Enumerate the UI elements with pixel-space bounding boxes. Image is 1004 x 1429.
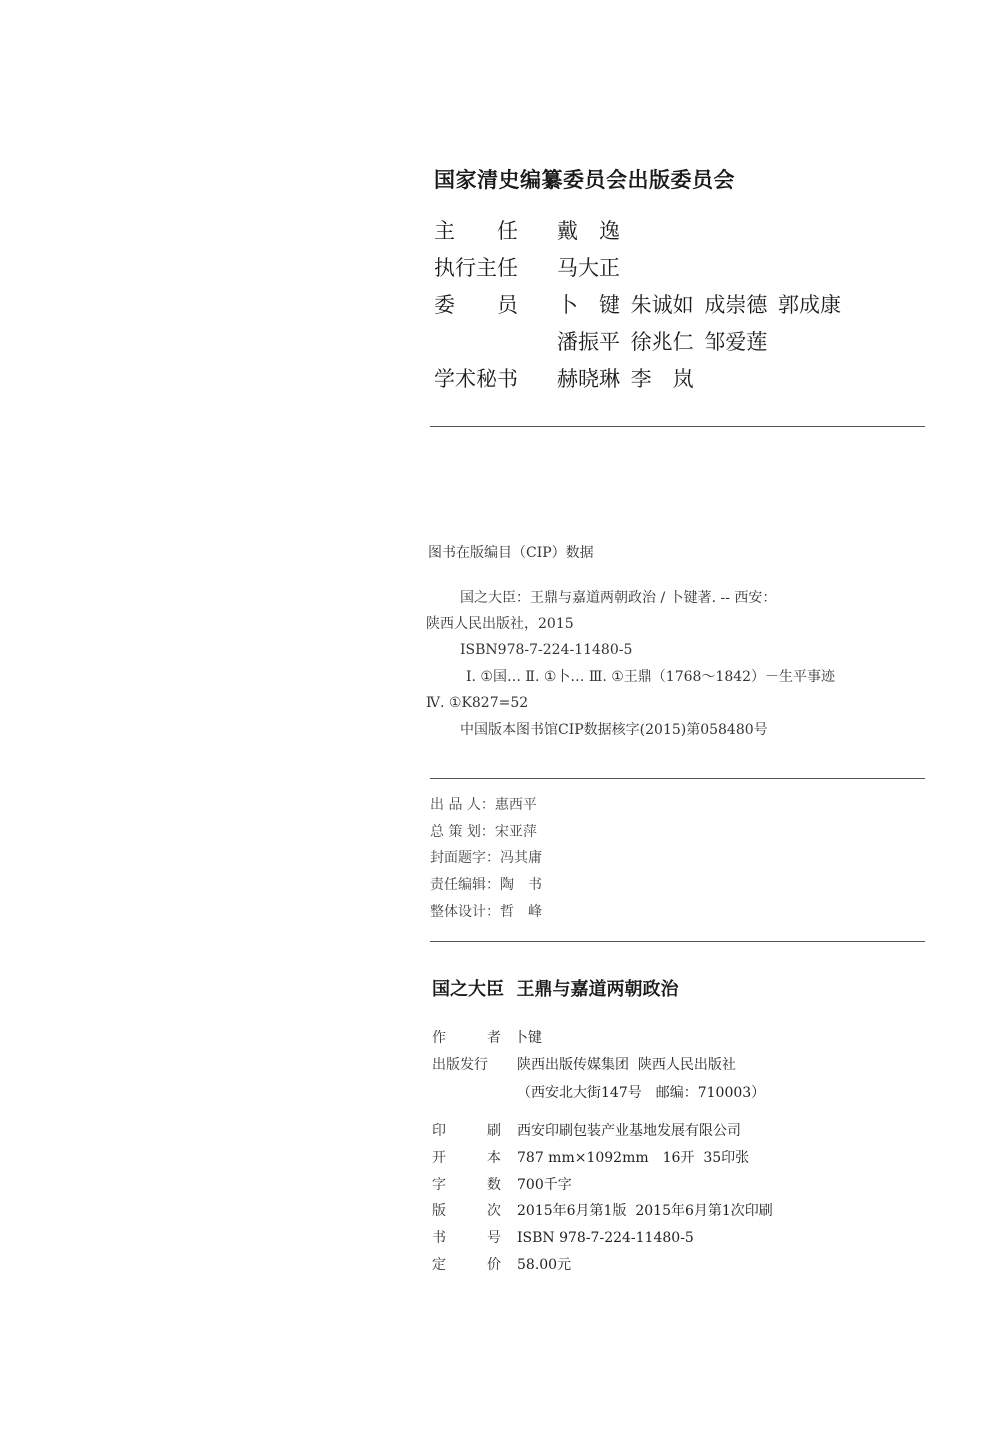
detail-value: ISBN 978-7-224-11480-5 (517, 1230, 694, 1246)
credit-row (430, 825, 537, 839)
detail-label-b: 刷 (487, 1123, 501, 1139)
detail-value: 西安印刷包装产业基地发展有限公司 (517, 1123, 741, 1139)
detail-value: 787 mm×1092mm 16开 35印张 (517, 1150, 750, 1166)
board-row-names: 马大正 (557, 256, 620, 280)
board-row-label: 执行主任 (434, 256, 518, 280)
credit-row (430, 905, 542, 919)
divider (430, 941, 925, 942)
detail-label-b: 数 (487, 1177, 501, 1193)
detail-value: （西安北大街147号 邮编：710003） (517, 1085, 766, 1101)
detail-label-a: 开 (432, 1150, 446, 1166)
detail-value: 卜键 (514, 1030, 542, 1046)
cip-line: Ⅳ. ①K827=52 (426, 695, 529, 711)
divider (430, 426, 925, 427)
board-row-label: 主 任 (434, 219, 518, 243)
cip-line: 国之大臣：王鼎与嘉道两朝政治 / 卜键著. -- 西安： (460, 590, 777, 606)
detail-value: 陕西出版传媒集团 陕西人民出版社 (517, 1057, 736, 1073)
board-row-label: 委 员 (434, 293, 518, 317)
detail-label-b: 者 (487, 1030, 501, 1046)
credit-label: 总 策 划： (430, 824, 495, 840)
detail-label: 出版发行 (432, 1057, 488, 1073)
credit-label: 封面题字： (430, 850, 500, 866)
detail-label-a: 作 (432, 1030, 446, 1046)
cip-heading: 图书在版编目（CIP）数据 (428, 545, 594, 561)
board-row-names: 戴 逸 (557, 219, 620, 243)
detail-label-b: 次 (487, 1203, 501, 1219)
credit-row (430, 798, 537, 812)
credit-row (430, 851, 542, 865)
board-row-names: 潘振平 徐兆仁 邹爱莲 (557, 330, 768, 354)
credit-row (430, 878, 542, 892)
credit-value: 陶 书 (500, 877, 542, 893)
detail-label-a: 印 (432, 1123, 446, 1139)
credit-value: 宋亚萍 (494, 824, 537, 840)
board-title: 国家清史编纂委员会出版委员会 (434, 168, 735, 192)
detail-label-b: 价 (487, 1257, 501, 1273)
board-row-names: 赫晓琳 李 岚 (557, 367, 694, 391)
detail-label-b: 号 (487, 1230, 501, 1246)
detail-label-a: 字 (432, 1177, 446, 1193)
detail-value: 58.00元 (517, 1257, 572, 1273)
cip-line: ISBN978-7-224-11480-5 (460, 642, 633, 658)
board-row-names: 卜 键 朱诚如 成崇德 郭成康 (557, 293, 842, 317)
credit-label: 责任编辑： (430, 877, 500, 893)
credit-value: 冯其庸 (500, 850, 542, 866)
detail-value: 700千字 (517, 1177, 572, 1193)
credit-label: 出 品 人： (430, 797, 495, 813)
book-title: 国之大臣 王鼎与嘉道两朝政治 (432, 979, 679, 1000)
cip-line: Ⅰ. ①国… Ⅱ. ①卜… Ⅲ. ①王鼎（1768～1842）－生平事迹 (466, 669, 836, 685)
credit-value: 哲 峰 (500, 904, 542, 920)
detail-label-b: 本 (487, 1150, 501, 1166)
detail-label-a: 书 (432, 1230, 446, 1246)
cip-line: 陕西人民出版社，2015 (426, 616, 574, 632)
credit-value: 惠西平 (494, 797, 537, 813)
detail-label-a: 版 (432, 1203, 446, 1219)
board-row-label: 学术秘书 (434, 367, 518, 391)
detail-value: 2015年6月第1版 2015年6月第1次印刷 (517, 1203, 773, 1219)
divider (430, 778, 925, 779)
cip-line: 中国版本图书馆CIP数据核字(2015)第058480号 (460, 722, 768, 738)
detail-label-a: 定 (432, 1257, 446, 1273)
credit-label: 整体设计： (430, 904, 500, 920)
